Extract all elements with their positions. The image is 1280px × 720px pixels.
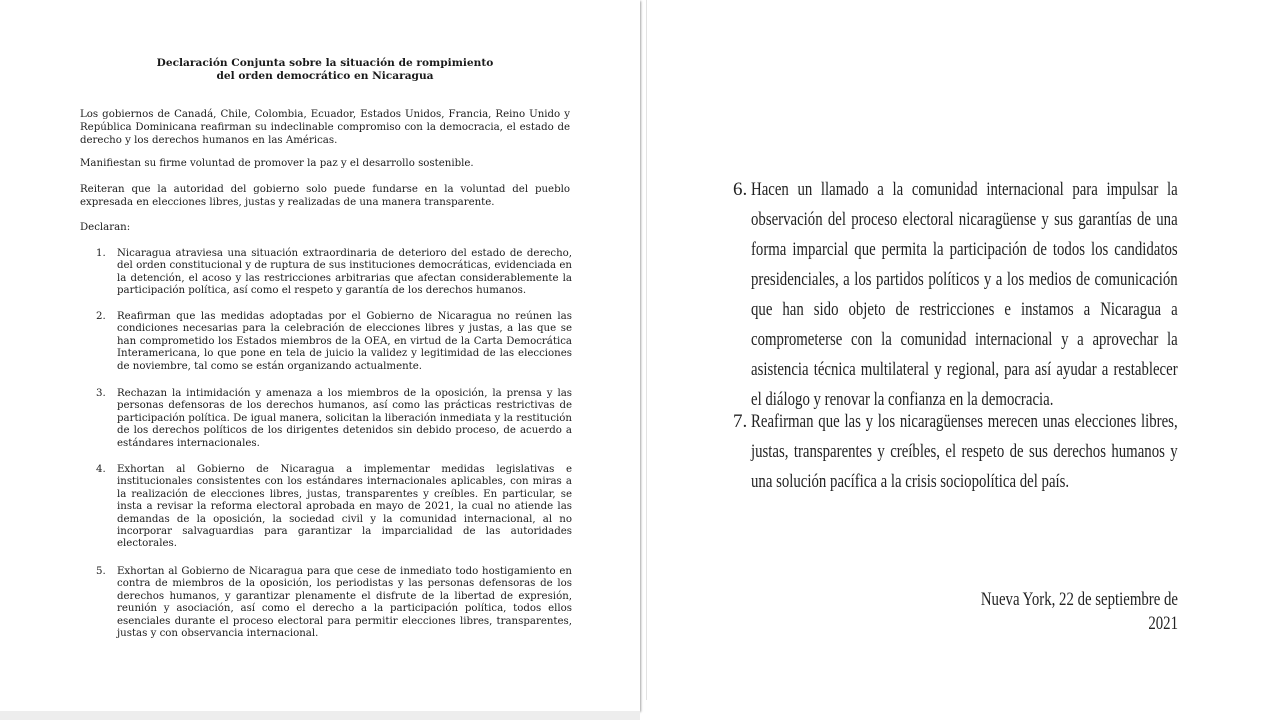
place-date-text: Nueva York, 22 de septiembre de 2021 [980, 589, 1178, 634]
item-number: 5. [96, 566, 106, 577]
item-text: Reafirman que las medidas adoptadas por el Gobierno de Nicaragua no reúnen las condiciones necesarias para la celebración de elecciones libres y justas, a las que se han comprometido los Estados miembros de la OEA, en virtud de la Carta Democrática Interamericana, lo que pone en tela de juicio la validez y legitimidad de las elecciones de noviembre, tal como se están organizando actualmente. [117, 311, 572, 372]
item-number: 6. [733, 179, 748, 200]
item-text: Hacen un llamado a la comunidad internacional para impulsar la observación del proceso electoral nicaragüense y sus garantías de una forma imparcial que permita la participación de todos los candidatos presidenciales, a los partidos políticos y a los medios de comunicación que han sido objeto de restricciones e instamos a Nicaragua a comprometerse con la comunidad internacional y a aprovechar la asistencia técnica multilateral y regional, para así ayudar a restablecer el diálogo y renovar la confianza en la democracia. [751, 179, 1178, 410]
item-text: Reafirman que las y los nicaragüenses merecen unas elecciones libres, justas, transparentes y creíbles, el respeto de sus derechos humanos y una solución pacífica a la crisis sociopolítica del país. [751, 411, 1178, 492]
declaration-item [96, 464, 572, 551]
item-text: Nicaragua atraviesa una situación extraordinaria de deterioro del estado de derecho, del orden constitucional y de ruptura de sus instituciones democráticas, evidenciada en la detención, el acoso y las restricciones arbitrarias que afectan considerablemente la participación política, así como el respeto y garantía de los derechos humanos. [117, 248, 572, 297]
item-text: Exhortan al Gobierno de Nicaragua a implementar medidas legislativas e institucionales consistentes con los estándares internacionales aplicables, con miras a la realización de elecciones libres, justas, transparentes y creíbles. En particular, se insta a revisar la reforma electoral aprobada en mayo de 2021, la cual no atiende las demandas de la oposición, la sociedad civil y la comunidad internacional, al no incorporar salvaguardias para garantizar la imparcialidad de las autoridades electorales. [117, 464, 572, 550]
margin [1248, 0, 1280, 720]
declaran-label: Declaran: [80, 222, 131, 233]
item-number: 4. [96, 464, 106, 475]
declaration-item [733, 407, 1179, 497]
declaration-item [733, 175, 1179, 415]
declaration-item [96, 248, 572, 298]
document-page-left [0, 0, 640, 711]
item-number: 2. [96, 311, 106, 322]
item-number: 7. [733, 411, 748, 432]
item-number: 3. [96, 388, 106, 399]
intro-paragraph: Los gobiernos de Canadá, Chile, Colombia, Ecuador, Estados Unidos, Francia, Reino Unido y República Dominicana reafirman su indeclinable compromiso con la democracia, el estado de derecho y los derechos humanos en las Américas. [80, 109, 570, 146]
page-shadow [0, 711, 640, 720]
declaration-item [96, 311, 572, 373]
item-number: 1. [96, 248, 106, 259]
intro-paragraph: Manifiestan su firme voluntad de promover la paz y el desarrollo sostenible. [80, 158, 474, 169]
item-text: Exhortan al Gobierno de Nicaragua para que cese de inmediato todo hostigamiento en contra de miembros de la oposición, los periodistas y las personas defensoras de los derechos humanos, y garantizar plenamente el disfrute de la libertad de expresión, reunión y asociación, así como el derecho a la participación política, todos ellos esenciales durante el proceso electoral para permitir elecciones libres, transparentes, justas y con observancia internacional. [117, 566, 572, 640]
item-text: Rechazan la intimidación y amenaza a los miembros de la oposición, la prensa y las personas defensoras de los derechos humanos, así como las prácticas restrictivas de participación política. De igual manera, solicitan la liberación inmediata y la restitución de los derechos políticos de los dirigentes detenidos sin debido proceso, de acuerdo a estándares internacionales. [117, 388, 572, 449]
title-line-2: del orden democrático en Nicaragua [216, 70, 434, 82]
declaration-item [96, 388, 572, 450]
document-title [140, 57, 510, 83]
intro-paragraph: Reiteran que la autoridad del gobierno solo puede fundarse en la voluntad del pueblo expresada en elecciones libres, justas y realizadas de una manera transparente. [80, 184, 570, 208]
place-date [900, 588, 1178, 636]
declaration-item [96, 566, 572, 640]
title-line-1: Declaración Conjunta sobre la situación de rompimiento [156, 57, 494, 69]
